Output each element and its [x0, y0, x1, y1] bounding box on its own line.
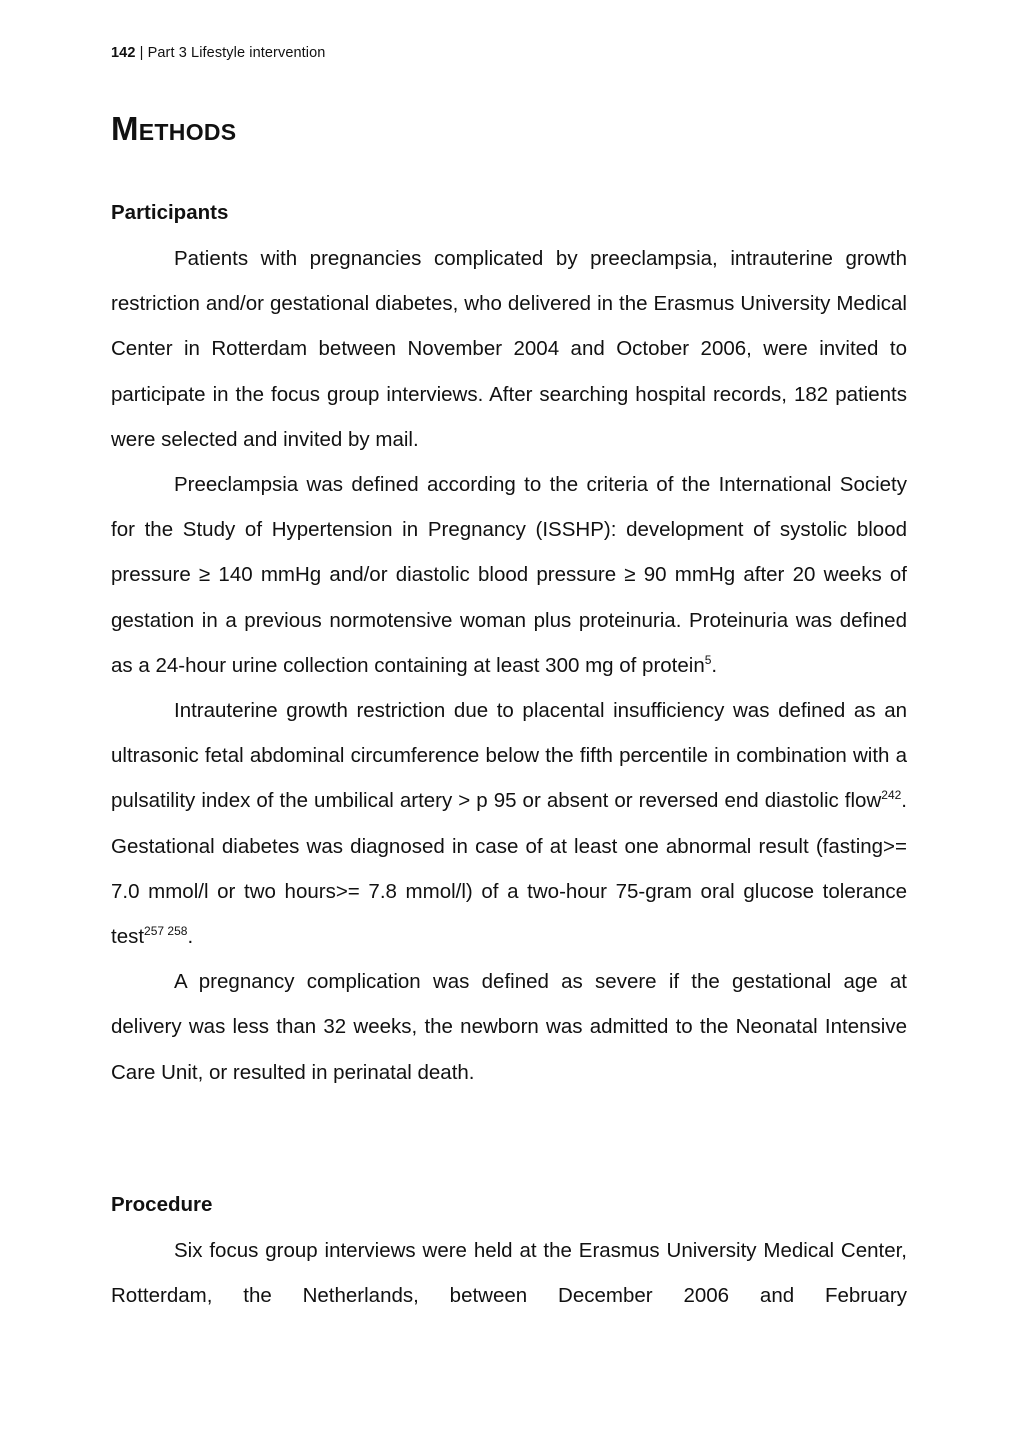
section-title: Methods — [111, 110, 237, 147]
citation: 5 — [704, 652, 712, 667]
citation: 242 — [881, 788, 902, 803]
procedure-body — [111, 1228, 907, 1318]
punctuation: . — [187, 925, 194, 949]
punctuation: . — [711, 653, 718, 677]
running-header — [111, 45, 325, 61]
header-separator: | — [135, 45, 148, 61]
paragraph-text: Intrauterine growth restriction due to placental insufficiency was defined as an ultrasonic fetal abdominal circumference below the fifth percentile in combination with a pulsatility index of the umbilical artery > p 95 or absent or reversed end diastolic flow — [111, 699, 907, 813]
paragraph-text: Preeclampsia was defined according to the criteria of the International Society for the Study of Hypertension in Pregnancy (ISSHP): development of systolic blood pressure ≥ 140 mmHg and/or diastolic blood pressure ≥ 90 mmHg after 20 weeks of gestation in a previous normotensive woman plus proteinuria. Proteinuria was defined as a 24-hour urine collection containing at least 300 mg of protein — [111, 473, 907, 677]
paragraph: Six focus group interviews were held at the Erasmus University Medical Center, Rotterdam, the Netherlands, between December 2006 and February — [111, 1239, 907, 1308]
paragraph: A pregnancy complication was defined as severe if the gestational age at delivery was less than 32 weeks, the newborn was admitted to the Neonatal Intensive Care Unit, or resulted in perinatal death. — [111, 970, 907, 1084]
paragraph-text: . Gestational diabetes was diagnosed in case of at least one abnormal result (fasting>= 7.0 mmol/l or two hours>= 7.8 mmol/l) of a two-hour 75-gram oral glucose tolerance test — [111, 789, 907, 949]
paragraph — [111, 688, 907, 959]
procedure-heading: Procedure — [111, 1193, 213, 1216]
paragraph: Patients with pregnancies complicated by preeclampsia, intrauterine growth restriction and/or gestational diabetes, who delivered in the Erasmus University Medical Center in Rotterdam between November 2004 and October 2006, were invited to participate in the focus group interviews. After searching hospital records, 182 patients were selected and invited by mail. — [111, 247, 907, 451]
participants-body — [111, 236, 907, 1095]
running-title: Part 3 Lifestyle intervention — [147, 45, 326, 61]
participants-heading: Participants — [111, 201, 229, 224]
paragraph — [111, 462, 907, 688]
citation: 257 258 — [144, 924, 188, 939]
page-number: 142 — [111, 45, 136, 61]
